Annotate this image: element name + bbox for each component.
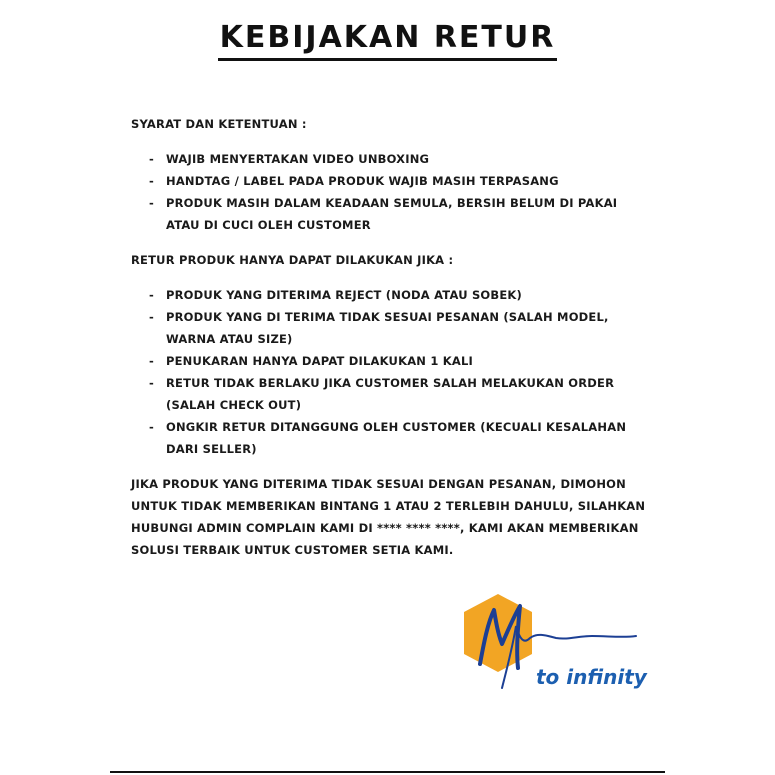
list-item-text: ONGKIR RETUR DITANGGUNG OLEH CUSTOMER (KECUALI KESALAHAN DARI SELLER) [166, 420, 627, 456]
bullet-dash: - [149, 152, 154, 166]
closing-paragraph: JIKA PRODUK YANG DITERIMA TIDAK SESUAI DENGAN PESANAN, DIMOHON UNTUK TIDAK MEMBERIKAN BINTANG 1 ATAU 2 TERLEBIH DAHULU, SILAHKAN HUBUNGI ADMIN COMPLAIN KAMI DI **** **** ****, KAMI AKAN MEMBERIKAN SOLUSI TERBAIK UNTUK CUSTOMER SETIA KAMI. [131, 477, 646, 557]
list-item-text: PENUKARAN HANYA DAPAT DILAKUKAN 1 KALI [166, 354, 473, 368]
bullet-dash: - [149, 420, 154, 434]
list-item [149, 372, 651, 416]
milkon-logo-graphic [458, 592, 658, 702]
policy-content [131, 113, 651, 561]
list-item [149, 306, 651, 350]
list-item-text: PRODUK YANG DI TERIMA TIDAK SESUAI PESANAN (SALAH MODEL, WARNA ATAU SIZE) [166, 310, 609, 346]
bullet-dash: - [149, 376, 154, 390]
list-item-text: RETUR TIDAK BERLAKU JIKA CUSTOMER SALAH MELAKUKAN ORDER (SALAH CHECK OUT) [166, 376, 615, 412]
brand-logo [458, 592, 658, 702]
logo-tagline: to infinity [536, 665, 647, 689]
bullet-dash: - [149, 174, 154, 188]
list-item [149, 350, 651, 372]
terms-list [131, 148, 651, 236]
bullet-dash: - [149, 196, 154, 210]
page-title: KEBIJAKAN RETUR [218, 20, 558, 61]
list-item-text: WAJIB MENYERTAKAN VIDEO UNBOXING [166, 152, 430, 166]
bullet-dash: - [149, 288, 154, 302]
bullet-dash: - [149, 310, 154, 324]
section-heading-return-conditions: RETUR PRODUK HANYA DAPAT DILAKUKAN JIKA : [131, 253, 454, 267]
section-heading-terms: SYARAT DAN KETENTUAN : [131, 117, 307, 131]
bullet-dash: - [149, 354, 154, 368]
list-item [149, 284, 651, 306]
list-item [149, 416, 651, 460]
list-item [149, 148, 651, 170]
return-conditions-list [131, 284, 651, 460]
list-item [149, 170, 651, 192]
title-container [0, 20, 775, 61]
list-item [149, 192, 651, 236]
list-item-text: PRODUK MASIH DALAM KEADAAN SEMULA, BERSIH BELUM DI PAKAI ATAU DI CUCI OLEH CUSTOMER [166, 196, 618, 232]
list-item-text: PRODUK YANG DITERIMA REJECT (NODA ATAU SOBEK) [166, 288, 522, 302]
list-item-text: HANDTAG / LABEL PADA PRODUK WAJIB MASIH TERPASANG [166, 174, 559, 188]
footer-divider [110, 771, 665, 773]
